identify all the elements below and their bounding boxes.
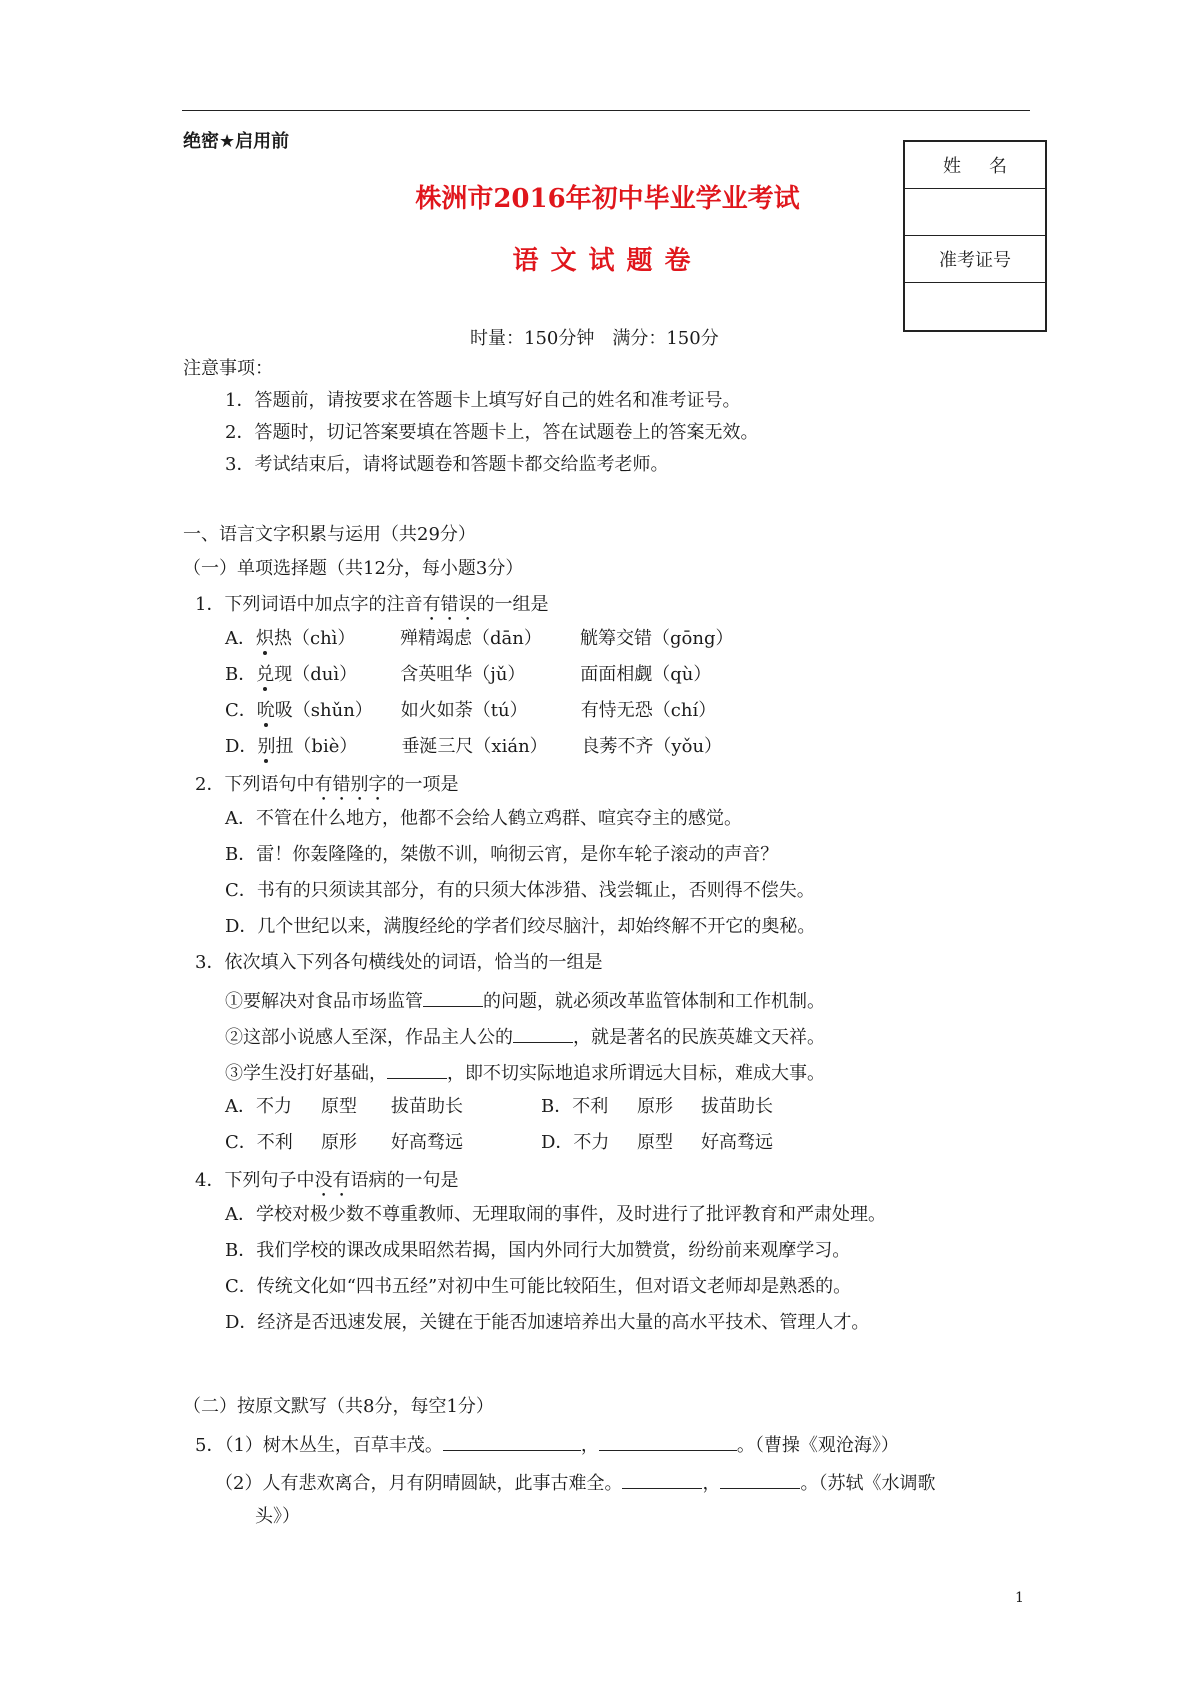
word: 无恐（chí） bbox=[616, 700, 717, 721]
word: 华（jǔ） bbox=[454, 664, 526, 685]
note-item: 2．答题时，切记答案要填在答题卡上，答在试题卷上的答案无效。 bbox=[225, 422, 759, 443]
name-field[interactable] bbox=[905, 189, 1045, 236]
word: 良莠 bbox=[581, 736, 618, 757]
word: 觥 bbox=[580, 628, 598, 649]
verse-text: 5．（1）树木丛生，百草丰茂。 bbox=[195, 1435, 443, 1456]
option-label: C． bbox=[225, 700, 257, 721]
option-word: A．不力 bbox=[225, 1096, 292, 1117]
dotted-char: 炽 bbox=[256, 628, 274, 649]
question-2-option: D．几个世纪以来，满腹经纶的学者们绞尽脑汁，却始终解不开它的奥秘。 bbox=[225, 916, 816, 937]
option-word: 好高骛远 bbox=[391, 1132, 463, 1153]
answer-blank[interactable] bbox=[720, 1472, 800, 1489]
stem-text: 语病的一句是 bbox=[350, 1170, 459, 1191]
id-field[interactable] bbox=[905, 283, 1045, 330]
word: 吸（shǔn） bbox=[274, 700, 373, 721]
stem-text: 的一组是 bbox=[476, 594, 549, 615]
word: 垂涎 bbox=[401, 736, 438, 757]
duration-info: 时量：150分钟 满分：150分 bbox=[470, 328, 719, 349]
option-word: B．不利 bbox=[541, 1096, 609, 1117]
question-5-line-2-continued: 头》） bbox=[255, 1506, 300, 1527]
word: 精竭虑（dān） bbox=[418, 628, 542, 649]
stem-text: 的一项是 bbox=[386, 774, 459, 795]
page-number: 1 bbox=[1015, 1590, 1024, 1606]
question-3-sentence-2 bbox=[225, 1026, 825, 1047]
option-word: 拔苗助长 bbox=[701, 1096, 773, 1117]
question-1-option-c bbox=[225, 702, 716, 720]
word: （qù） bbox=[652, 664, 712, 685]
word: 三尺（xián） bbox=[437, 736, 548, 757]
top-rule bbox=[182, 110, 1030, 111]
dotted-emphasis: 有错别字 bbox=[314, 774, 387, 795]
option-word: 拔苗助长 bbox=[391, 1096, 463, 1117]
answer-blank[interactable] bbox=[622, 1472, 702, 1489]
option-word: 原型 bbox=[321, 1096, 357, 1117]
name-label-cell bbox=[905, 142, 1045, 189]
dotted-emphasis: 没有 bbox=[314, 1170, 351, 1191]
word: 不齐（yǒu） bbox=[617, 736, 723, 757]
notes-heading: 注意事项： bbox=[183, 358, 273, 379]
question-4-option: D．经济是否迅速发展，关键在于能否加速培养出大量的高水平技术、管理人才。 bbox=[225, 1312, 870, 1333]
question-3-sentence-3 bbox=[225, 1062, 825, 1083]
option-label: B． bbox=[225, 664, 257, 685]
exam-title: 株洲市2016年初中毕业学业考试 bbox=[415, 184, 800, 214]
word: 筹交错（gōng） bbox=[598, 628, 734, 649]
verse-source: 。（曹操《观沧海》） bbox=[736, 1435, 899, 1456]
word: 殚 bbox=[400, 628, 418, 649]
stem-text: 4．下列句子中 bbox=[195, 1170, 315, 1191]
option-word: 好高骛远 bbox=[701, 1132, 773, 1153]
sentence-text: ①要解决对食品市场监管 bbox=[225, 991, 423, 1012]
question-2-stem bbox=[195, 774, 458, 805]
verse-text: （2）人有悲欢离合，月有阴晴圆缺，此事古难全。 bbox=[215, 1473, 623, 1494]
answer-blank[interactable] bbox=[443, 1434, 581, 1451]
answer-blank[interactable] bbox=[513, 1026, 573, 1043]
option-label: A． bbox=[225, 628, 256, 649]
stem-text: 1．下列词语中加点字的注音 bbox=[195, 594, 423, 615]
punctuation: ， bbox=[702, 1473, 721, 1494]
stem-text: 2．下列语句中 bbox=[195, 774, 315, 795]
word: 有恃 bbox=[580, 700, 617, 721]
question-5-line-2 bbox=[215, 1472, 935, 1493]
exam-subtitle: 语文试题卷 bbox=[512, 246, 703, 276]
answer-blank[interactable] bbox=[599, 1434, 737, 1451]
option-label: D． bbox=[225, 736, 258, 757]
question-3-stem: 3．依次填入下列各句横线处的词语，恰当的一组是 bbox=[195, 952, 603, 973]
dotted-char: 别 bbox=[257, 736, 276, 757]
section1-heading: （一）单项选择题（共12分，每小题3分） bbox=[183, 558, 524, 579]
candidate-info-box bbox=[903, 140, 1047, 332]
sentence-text: ③学生没打好基础， bbox=[225, 1063, 387, 1084]
word: 面面相觑 bbox=[580, 664, 653, 685]
word: 含英咀 bbox=[400, 664, 455, 685]
part1-heading: 一、语言文字积累与运用（共29分） bbox=[183, 524, 476, 545]
question-5-line-1 bbox=[195, 1434, 899, 1455]
question-4-option: B．我们学校的课改成果昭然若揭，国内外同行大加赞赏，纷纷前来观摩学习。 bbox=[225, 1240, 851, 1261]
question-3-options-ab bbox=[225, 1098, 773, 1116]
sentence-text: ②这部小说感人至深，作品主人公的 bbox=[225, 1027, 513, 1048]
word: 现（duì） bbox=[274, 664, 358, 685]
answer-blank[interactable] bbox=[423, 990, 483, 1007]
question-3-sentence-1 bbox=[225, 990, 825, 1011]
question-2-option: A．不管在什么地方，他都不会给人鹤立鸡群、喧宾夺主的感觉。 bbox=[225, 808, 742, 829]
option-word: 原型 bbox=[637, 1132, 673, 1153]
dotted-char: 吮 bbox=[256, 700, 275, 721]
sentence-text: ，即不切实际地追求所谓远大目标，难成大事。 bbox=[447, 1063, 825, 1084]
question-1-option-b bbox=[225, 666, 711, 684]
name-label: 姓名 bbox=[943, 156, 1035, 177]
note-item: 1．答题前，请按要求在答题卡上填写好自己的姓名和准考证号。 bbox=[225, 390, 741, 411]
question-2-option: B．雷！你轰隆隆的，桀傲不训，响彻云宵，是你车轮子滚动的声音？ bbox=[225, 844, 779, 865]
punctuation: ， bbox=[580, 1435, 599, 1456]
note-item: 3．考试结束后，请将试题卷和答题卡都交给监考老师。 bbox=[225, 454, 669, 475]
option-word: 原形 bbox=[637, 1096, 673, 1117]
option-word: 原形 bbox=[321, 1132, 357, 1153]
sentence-text: 的问题，就必须改革监管体制和工作机制。 bbox=[483, 991, 825, 1012]
word: 如火如荼 bbox=[400, 700, 473, 721]
question-4-stem bbox=[195, 1170, 458, 1201]
option-word: C．不利 bbox=[225, 1132, 293, 1153]
question-4-option: A．学校对极少数不尊重教师、无理取闹的事件，及时进行了批评教育和严肃处理。 bbox=[225, 1204, 886, 1225]
question-4-option: C．传统文化如“四书五经”对初中生可能比较陌生，但对语文老师却是熟悉的。 bbox=[225, 1276, 852, 1297]
answer-blank[interactable] bbox=[387, 1062, 447, 1079]
section2-heading: （二）按原文默写（共8分，每空1分） bbox=[183, 1396, 494, 1417]
word: （tú） bbox=[472, 700, 528, 721]
classification-label: 绝密★启用前 bbox=[183, 131, 290, 152]
id-label: 准考证号 bbox=[939, 250, 1011, 271]
word: 热（chì） bbox=[274, 628, 356, 649]
verse-source: 。（苏轼《水调歌 bbox=[800, 1473, 936, 1494]
question-3-options-cd bbox=[225, 1134, 773, 1152]
word: 扭（biè） bbox=[275, 736, 358, 757]
question-1-option-a bbox=[225, 630, 733, 648]
option-word: D．不力 bbox=[541, 1132, 610, 1153]
dotted-emphasis: 有错误 bbox=[422, 594, 477, 615]
question-1-stem bbox=[195, 594, 548, 625]
dotted-char: 兑 bbox=[256, 664, 275, 685]
id-label-cell bbox=[905, 236, 1045, 283]
question-2-option: C．书有的只须读其部分，有的只须大体涉猎、浅尝辄止，否则得不偿失。 bbox=[225, 880, 815, 901]
question-1-option-d bbox=[225, 738, 722, 756]
sentence-text: ，就是著名的民族英雄文天祥。 bbox=[573, 1027, 825, 1048]
